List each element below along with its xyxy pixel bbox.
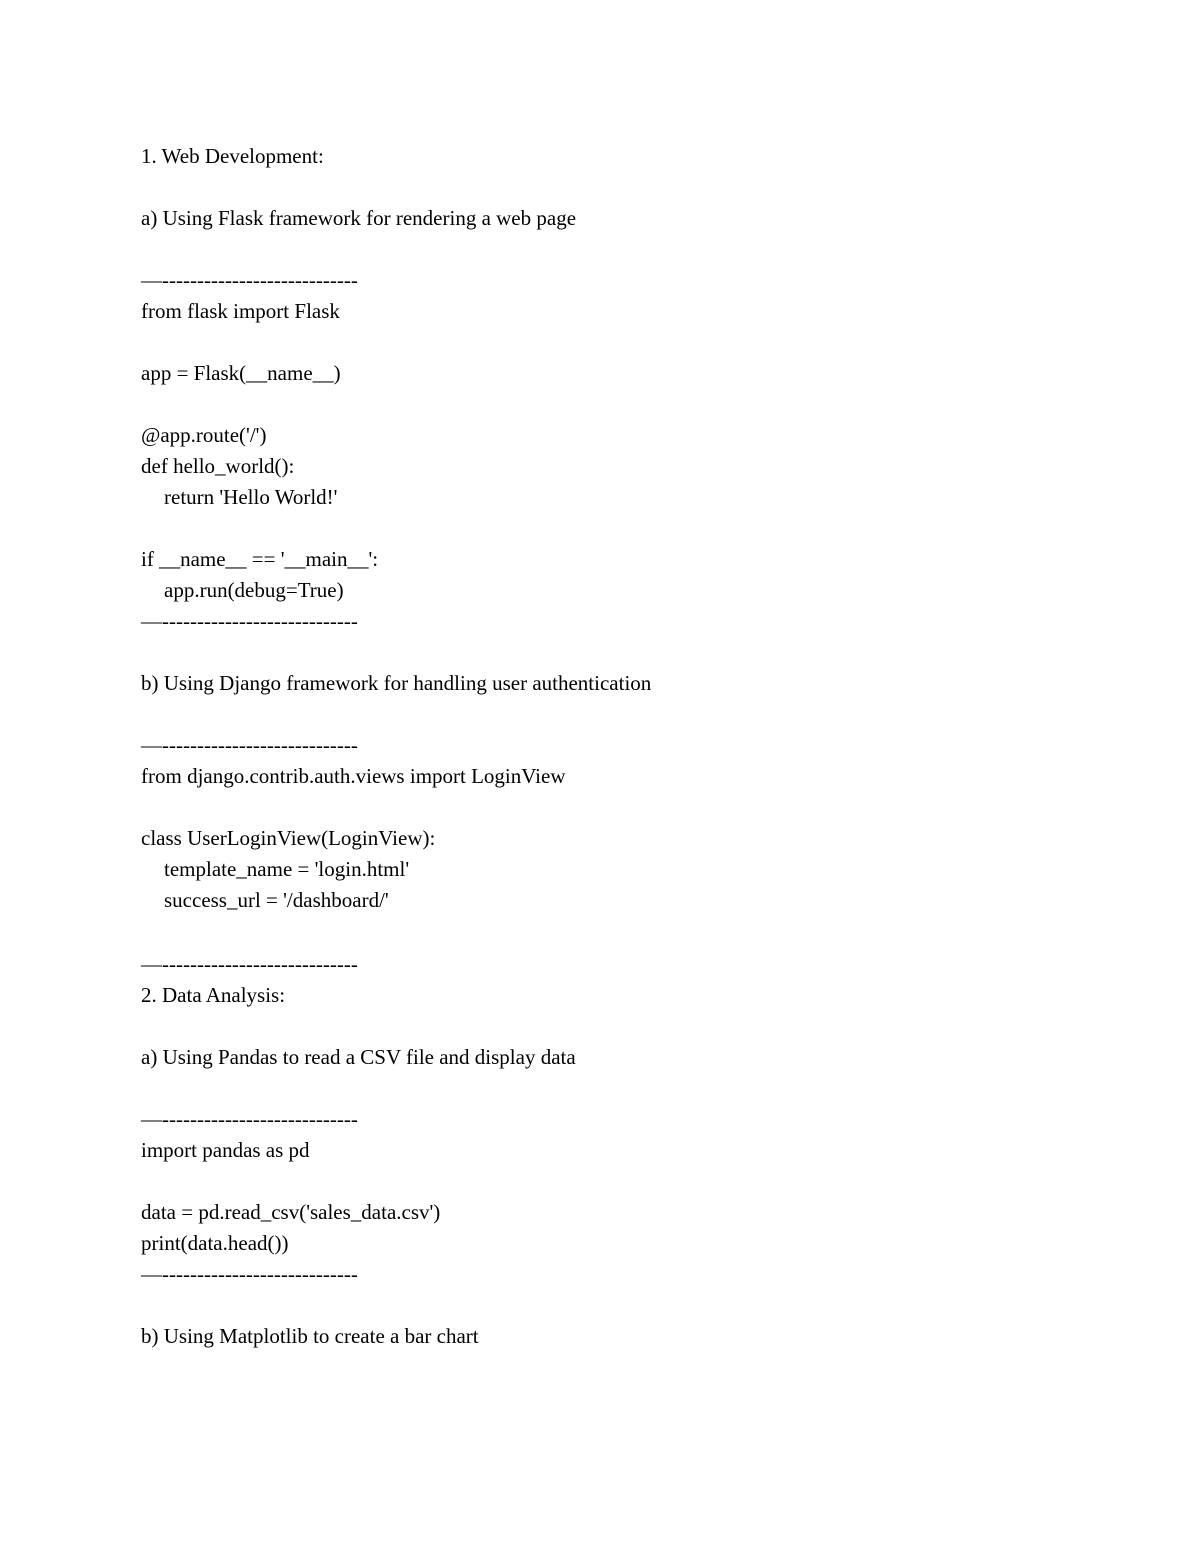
code-separator: —---------------------------- (141, 268, 358, 292)
code-line: class UserLoginView(LoginView): (141, 826, 436, 850)
code-line: return 'Hello World!' (164, 485, 338, 509)
code-separator: —---------------------------- (141, 1262, 358, 1286)
code-line: if __name__ == '__main__': (141, 547, 379, 571)
code-separator: —---------------------------- (141, 1107, 358, 1131)
subheading-pandas: a) Using Pandas to read a CSV file and display data (141, 1045, 576, 1069)
subheading-flask: a) Using Flask framework for rendering a web page (141, 206, 577, 230)
code-line: template_name = 'login.html' (164, 857, 410, 881)
code-line: app.run(debug=True) (164, 578, 344, 602)
code-separator: —---------------------------- (141, 952, 358, 976)
code-line: success_url = '/dashboard/' (164, 888, 389, 912)
section-heading-data-analysis: 2. Data Analysis: (141, 983, 286, 1007)
code-line: from django.contrib.auth.views import LoginView (141, 764, 566, 788)
code-line: import pandas as pd (141, 1138, 310, 1162)
code-separator: —---------------------------- (141, 733, 358, 757)
code-separator: —---------------------------- (141, 609, 358, 633)
subheading-django: b) Using Django framework for handling user authentication (141, 671, 652, 695)
code-line: from flask import Flask (141, 299, 340, 323)
section-heading-web-development: 1. Web Development: (141, 144, 324, 168)
subheading-matplotlib: b) Using Matplotlib to create a bar chart (141, 1324, 479, 1348)
code-line: app = Flask(__name__) (141, 361, 341, 385)
code-line: @app.route('/') (141, 423, 267, 447)
code-line: def hello_world(): (141, 454, 295, 478)
code-line: print(data.head()) (141, 1231, 289, 1255)
code-line: data = pd.read_csv('sales_data.csv') (141, 1200, 441, 1224)
